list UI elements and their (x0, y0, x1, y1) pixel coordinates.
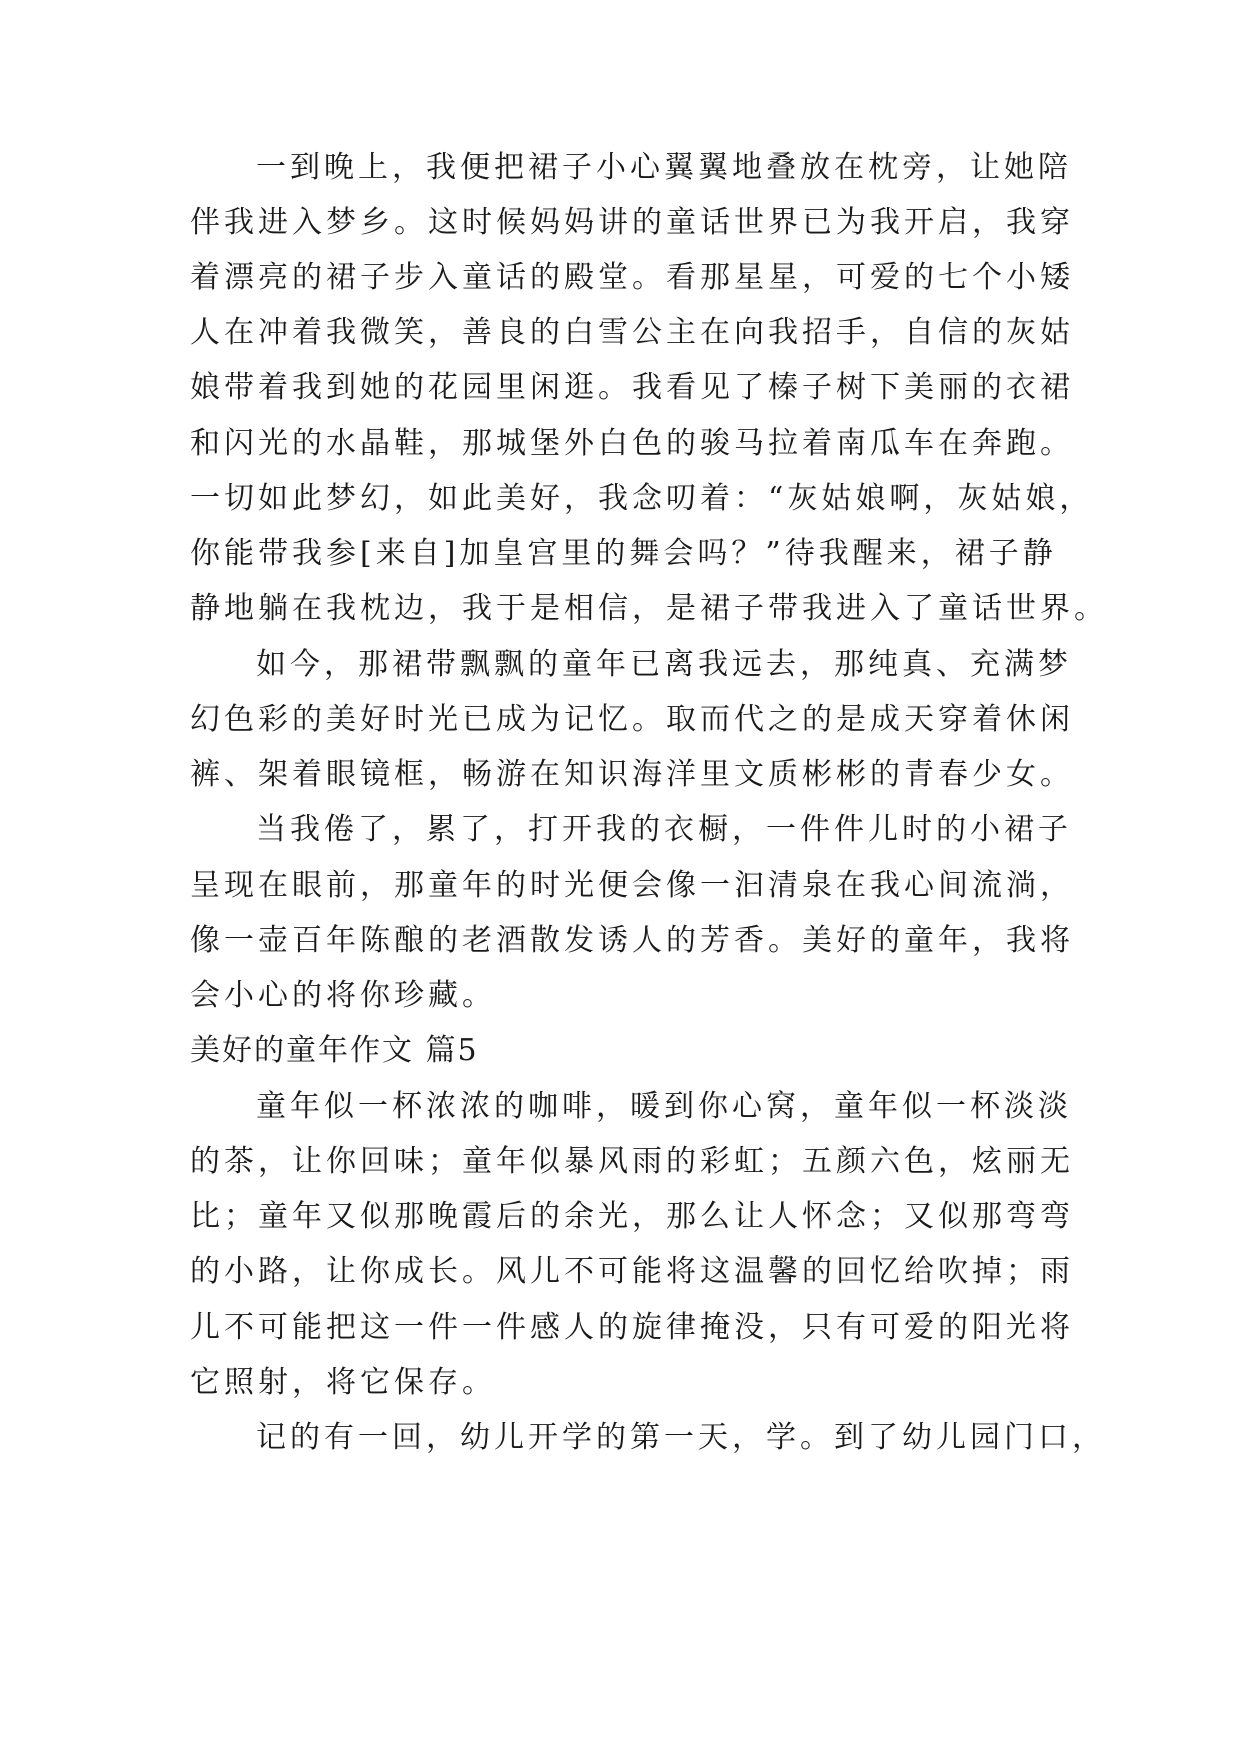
paragraph-line: 的茶，让你回味；童年似暴风雨的彩虹；五颜六色，炫丽无 (190, 1144, 1074, 1179)
paragraph-line: 会小心的将你珍藏。 (190, 978, 496, 1013)
paragraph-line: 像一壶百年陈酿的老酒散发诱人的芳香。美好的童年，我将 (190, 923, 1074, 958)
paragraph-line: 它照射，将它保存。 (190, 1365, 496, 1400)
paragraph-line: 记的有一回，幼儿开学的第一天，学。到了幼儿园门口， (256, 1420, 1106, 1455)
paragraph-line: 一到晚上，我便把裙子小心翼翼地叠放在枕旁，让她陪 (256, 150, 1072, 185)
paragraph-line: 伴我进入梦乡。这时候妈妈讲的童话世界已为我开启，我穿 (190, 205, 1074, 240)
paragraph-line: 如今，那裙带飘飘的童年已离我远去，那纯真、充满梦 (256, 647, 1072, 682)
paragraph-line: 裤、架着眼镜框，畅游在知识海洋里文质彬彬的青春少女。 (190, 757, 1074, 792)
paragraph-line: 的小路，让你成长。风儿不可能将这温馨的回忆给吹掉；雨 (190, 1254, 1074, 1289)
paragraph-line: 儿不可能把这一件一件感人的旋律掩没，只有可爱的阳光将 (190, 1310, 1074, 1345)
paragraph-line: 和闪光的水晶鞋，那城堡外白色的骏马拉着南瓜车在奔跑。 (190, 426, 1074, 461)
paragraph-line: 当我倦了，累了，打开我的衣橱，一件件儿时的小裙子 (256, 812, 1072, 847)
paragraph-line: 呈现在眼前，那童年的时光便会像一汩清泉在我心间流淌， (190, 868, 1074, 903)
paragraph-line: 童年似一杯浓浓的咖啡，暖到你心窝，童年似一杯淡淡 (256, 1089, 1072, 1124)
paragraph-line: 幻色彩的美好时光已成为记忆。取而代之的是成天穿着休闲 (190, 702, 1074, 737)
paragraph-line: 你能带我参[来自]加皇宫里的舞会吗？”待我醒来，裙子静 (190, 536, 1057, 571)
paragraph-line: 人在冲着我微笑，善良的白雪公主在向我招手，自信的灰姑 (190, 315, 1074, 350)
paragraph-line: 一切如此梦幻，如此美好，我念叨着：“灰姑娘啊，灰姑娘， (190, 481, 1094, 516)
paragraph-line: 着漂亮的裙子步入童话的殿堂。看那星星，可爱的七个小矮 (190, 260, 1074, 295)
section-heading: 美好的童年作文 篇5 (190, 1033, 479, 1068)
paragraph-line: 静地躺在我枕边，我于是相信，是裙子带我进入了童话世界。 (190, 591, 1108, 626)
paragraph-line: 娘带着我到她的花园里闲逛。我看见了榛子树下美丽的衣裙 (190, 370, 1074, 405)
paragraph-line: 比；童年又似那晚霞后的余光，那么让人怀念；又似那弯弯 (190, 1199, 1074, 1234)
